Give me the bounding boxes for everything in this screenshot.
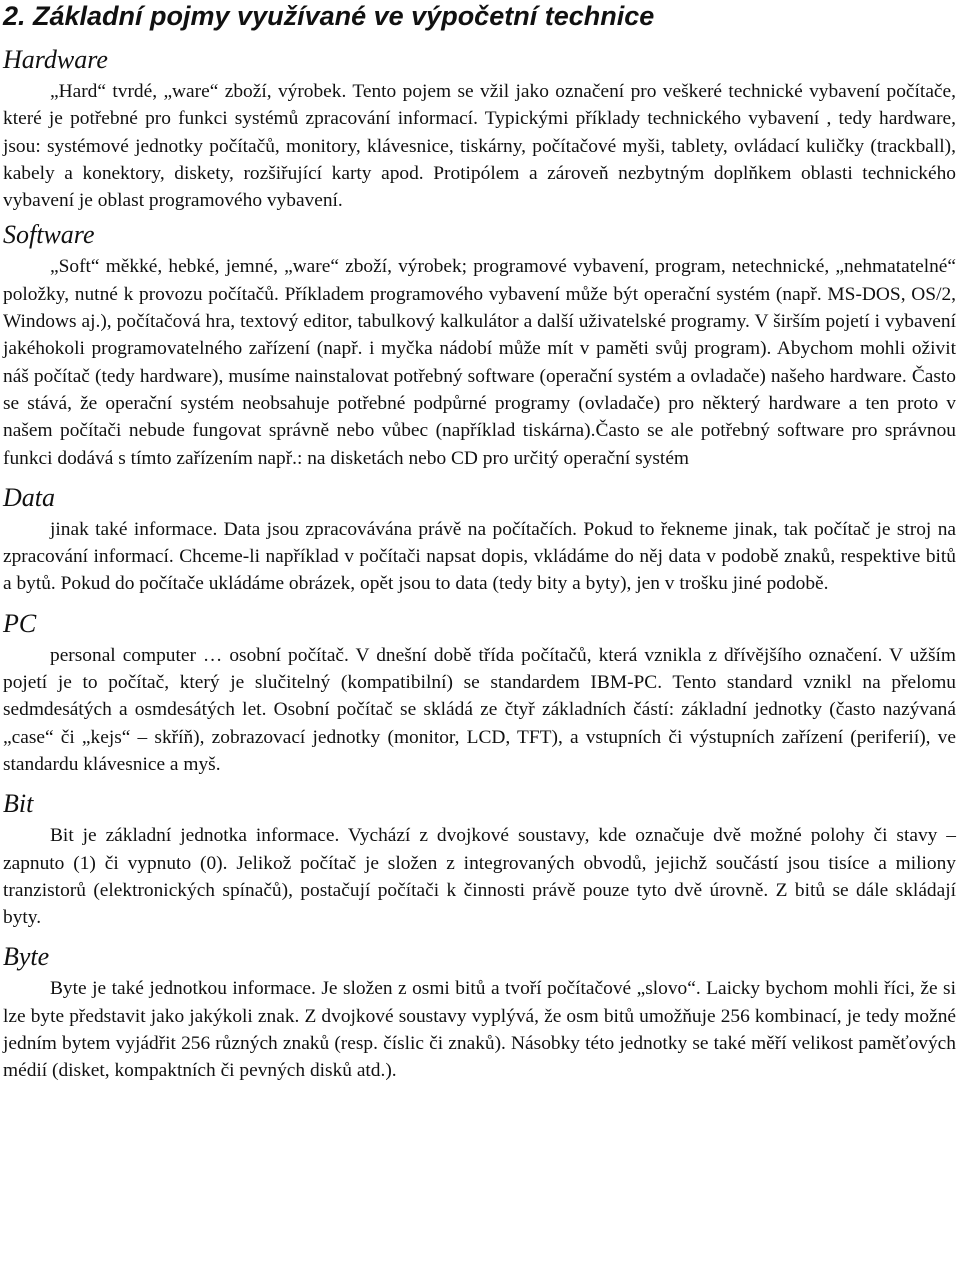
section-text-bit: Bit je základní jednotka informace. Vychází z dvojkové soustavy, kde označuje dvě možné polohy či stavy – zapnuto (1) či vypnuto (0). Jelikož počítač je složen z integrovaných obvodů, jejichž součástí jsou tisíce a miliony tranzistorů (elektronických spínačů), postačují počítači k činnosti právě pouze tyto dvě úrovně. Z bitů se dále skládají byty.	[3, 825, 956, 929]
section-text-hardware: „Hard“ tvrdé, „ware“ zboží, výrobek. Tento pojem se vžil jako označení pro veškeré technické vybavení počítače, které je potřebné pro funkci systémů zpracování informací. Typickými příklady technického vybavení , tedy hardware, jsou: systémové jednotky počítačů, monitory, klávesnice, tiskárny, počítačové myši, tablety, ovládací kuličky (trackball), kabely a konektory, diskety, rozšiřující karty apod. Protipólem a zároveň nezbytným doplňkem oblasti technického vybavení je oblast programového vybavení.	[3, 81, 956, 212]
page-title: 2. Základní pojmy využívané ve výpočetní technice	[3, 1, 655, 31]
section-text-data: jinak také informace. Data jsou zpracovávána právě na počítačích. Pokud to řekneme jinak, tak počítač je stroj na zpracování informací. Chceme-li například v počítači napsat dopis, vkládáme do něj data v podobě znaků, respektive bitů a bytů. Pokud do počítače ukládáme obrázek, opět jsou to data (tedy bity a byty), jen v trošku jiné podobě.	[3, 518, 956, 595]
section-text-software: „Soft“ měkké, hebké, jemné, „ware“ zboží, výrobek; programové vybavení, program, netechnické, „nehmatatelné“ položky, nutné k provozu počítačů. Příkladem programového vybavení může být operační systém (např. MS-DOS, OS/2, Windows aj.), počítačová hra, textový editor, tabulkový kalkulátor a další uživatelské programy. V širším pojetí i vybavení jakéhokoli programovatelného zařízení (např. i myčka nádobí může mít v paměti svůj program). Abychom mohli oživit náš počítač (tedy hardware), musíme nainstalovat potřebný software (operační systém a ovladače) našeho hardware. Často se stává, že operační systém neobsahuje potřebné podpůrné programy (ovladače) pro některý hardware a ten proto v našem počítači nebude fungovat správně nebo vůbec (například tiskárna).Často se ale potřebný software pro správnou funkci dodává s tímto zařízením např.: na disketách nebo CD pro určitý operační systém	[3, 256, 956, 469]
section-heading-pc: PC	[3, 608, 37, 638]
section-heading-software: Software	[3, 220, 95, 250]
section-heading-byte: Byte	[3, 942, 50, 972]
section-text-byte: Byte je také jednotkou informace. Je složen z osmi bitů a tvoří počítačové „slovo“. Laicky bychom mohli říci, že si lze byte představit jako jakýkoli znak. Z dvojkové soustavy vyplývá, že osm bitů umožňuje 256 kombinací, je tedy možné jedním bytem vyjádřit 256 různých znaků (resp. číslic či znaků). Násobky této jednotky se také měří velikost paměťových médií (disket, kompaktních či pevných disků atd.).	[3, 978, 956, 1082]
section-heading-hardware: Hardware	[3, 45, 108, 74]
section-heading-data: Data	[3, 482, 55, 512]
section-text-pc: personal computer … osobní počítač. V dnešní době třída počítačů, která vznikla z dřívějšího označení. V užším pojetí je to počítač, který je slučitelný (kompatibilní) se standardem IBM-PC. Tento standard vznikl na přelomu sedmdesátých a osmdesátých let. Osobní počítač se skládá ze čtyř základních částí: základní jednotky (často nazývaná „case“ či „kejs“ – skříň), zobrazovací jednotky (monitor, LCD, TFT), a vstupních či výstupních zařízení (periferií), ve standardu klávesnice a myš.	[3, 644, 956, 775]
section-heading-bit: Bit	[3, 789, 34, 819]
